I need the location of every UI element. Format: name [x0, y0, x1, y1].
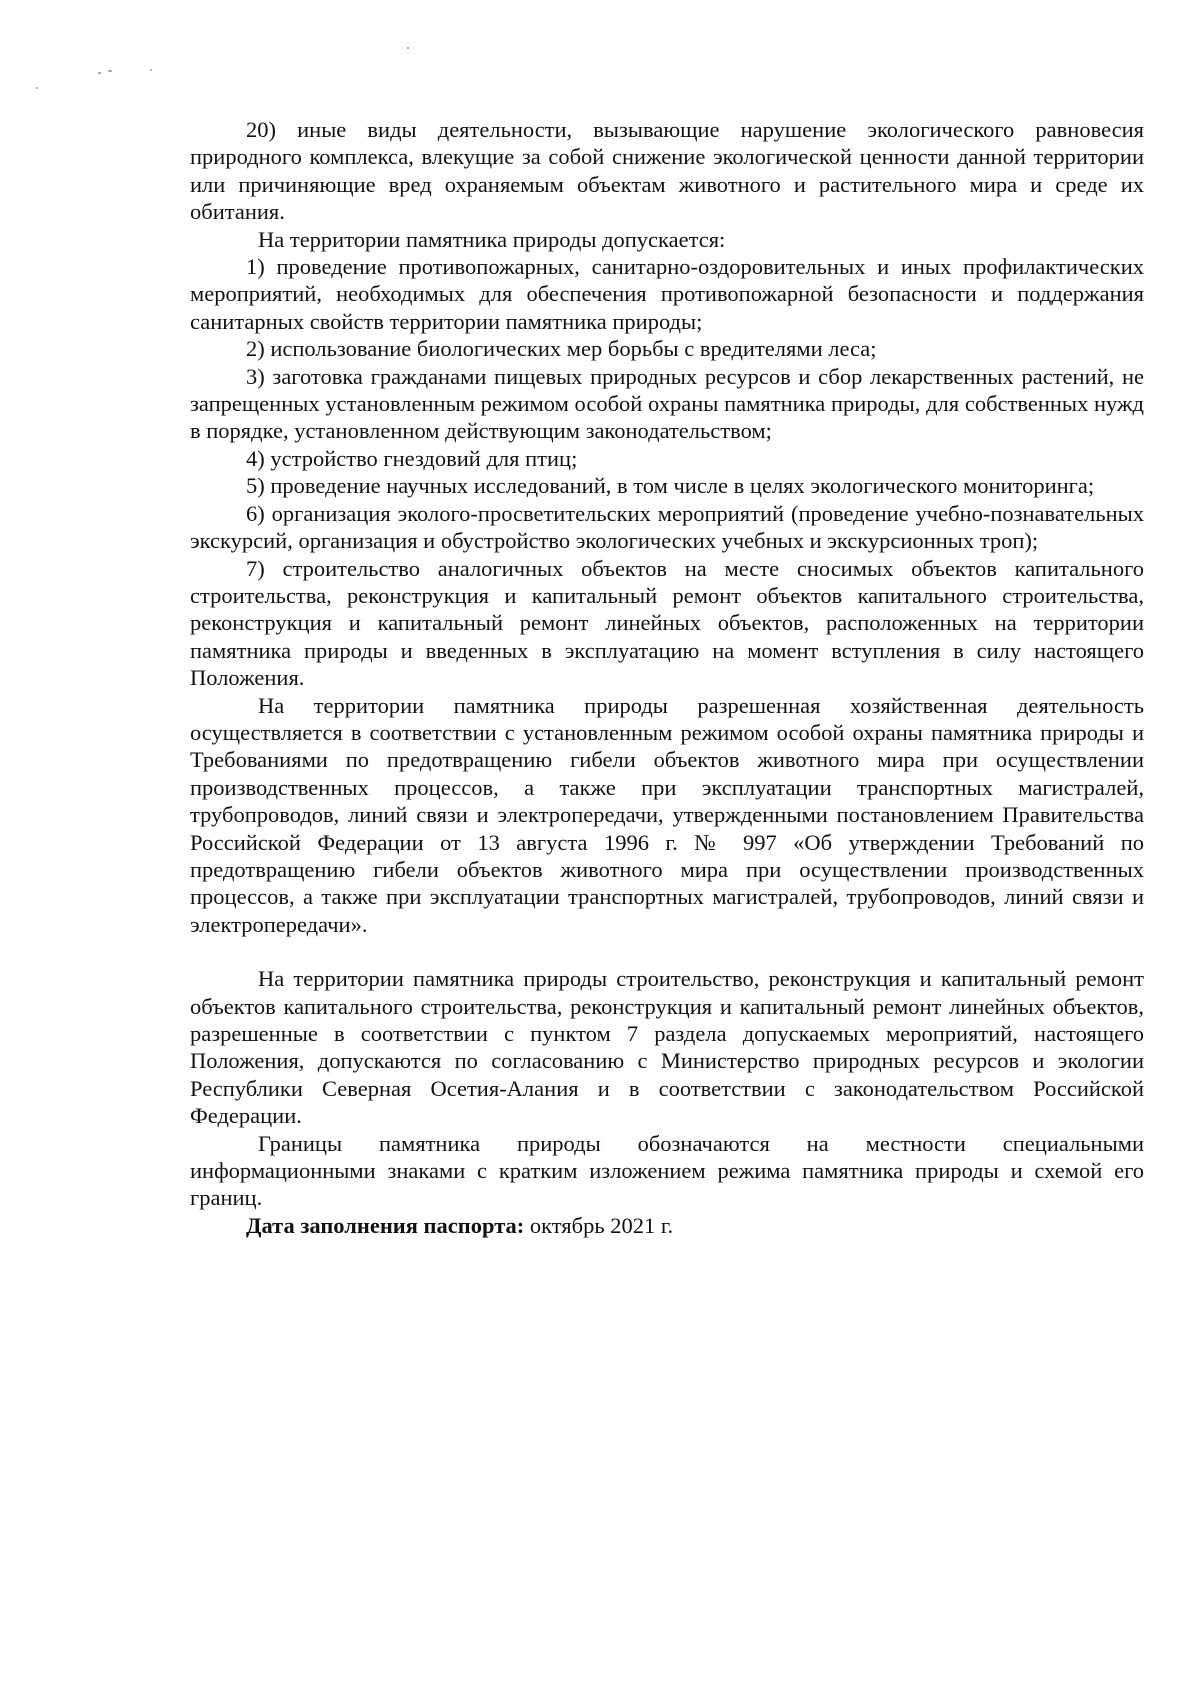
fill-date-label: Дата заполнения паспорта: [246, 1212, 525, 1238]
construction-paragraph: На территории памятника природы строительство, реконструкция и капитальный ремонт объектов капитального строительства, реконструкция и капитальный ремонт линейных объектов, разрешенные в соответствии с пунктом 7 раздела допускаемых мероприятий, настоящего Положения, допускаются по согласованию с Министерство природных ресурсов и экологии Республики Северная Осетия-Алания и в соответствии с законодательством Российской Федерации. [190, 966, 1144, 1129]
fill-date-line [190, 1212, 1144, 1239]
allowed-item-3: 3) заготовка гражданами пищевых природных ресурсов и сбор лекарственных растений, не запрещенных установленным режимом особой охраны памятника природы, для собственных нужд в порядке, установленном действующим законодательством; [190, 363, 1144, 444]
scan-speck [407, 47, 409, 49]
allowed-item-6: 6) организация эколого-просветительских мероприятий (проведение учебно-познавательных экскурсий, организация и обустройство экологических учебных и экскурсионных троп); [190, 500, 1144, 554]
document-body [190, 116, 1144, 1239]
paragraph-gap [190, 938, 1144, 965]
list-item-20: 20) иные виды деятельности, вызывающие нарушение экологического равновесия природного комплекса, влекущие за собой снижение экологической ценности данной территории или причиняющие вред охраняемым объектам животного и растительного мира и среде их обитания. [190, 117, 1144, 225]
fill-date-value: октябрь 2021 г. [524, 1212, 674, 1238]
boundaries-paragraph: Границы памятника природы обозначаются на местности специальными информационными знаками с кратким изложением режима памятника природы и схемой его границ. [190, 1130, 1144, 1211]
allowed-item-1: 1) проведение противопожарных, санитарно-оздоровительных и иных профилактических мероприятий, необходимых для обеспечения противопожарной безопасности и поддержания санитарных свойств территории памятника природы; [190, 254, 1144, 334]
scan-speck [150, 69, 152, 71]
allowed-item-7: 7) строительство аналогичных объектов на месте сносимых объектов капитального строительства, реконструкция и капитальный ремонт объектов капитального строительства, реконструкция и капитальный ремонт линейных объектов, расположенных на территории памятника природы и введенных в эксплуатацию на момент вступления в силу настоящего Положения. [190, 555, 1144, 691]
allowed-item-5: 5) проведение научных исследований, в том числе в целях экологического мониторинга; [246, 473, 1095, 499]
scan-speck [98, 72, 101, 74]
allowed-item-2: 2) использование биологических мер борьбы с вредителями леса; [246, 336, 877, 362]
allowed-intro: На территории памятника природы допускается: [258, 226, 726, 252]
activity-paragraph: На территории памятника природы разрешенная хозяйственная деятельность осуществляется в соответствии с установленным режимом особой охраны памятника природы и Требованиями по предотвращению гибели объектов животного мира при осуществлении производственных процессов, а также при эксплуатации транспортных магистралей, трубопроводов, линий связи и электропередачи, утвержденными постановлением Правительства Российской Федерации от 13 августа 1996 г. № 997 «Об утверждении Требований по предотвращению гибели объектов животного мира при осуществлении производственных процессов, а также при эксплуатации транспортных магистралей, трубопроводов, линий связи и электропередачи». [190, 692, 1144, 937]
scan-speck [36, 87, 38, 89]
scan-speck [108, 70, 112, 72]
allowed-item-4: 4) устройство гнездовий для птиц; [246, 445, 578, 471]
